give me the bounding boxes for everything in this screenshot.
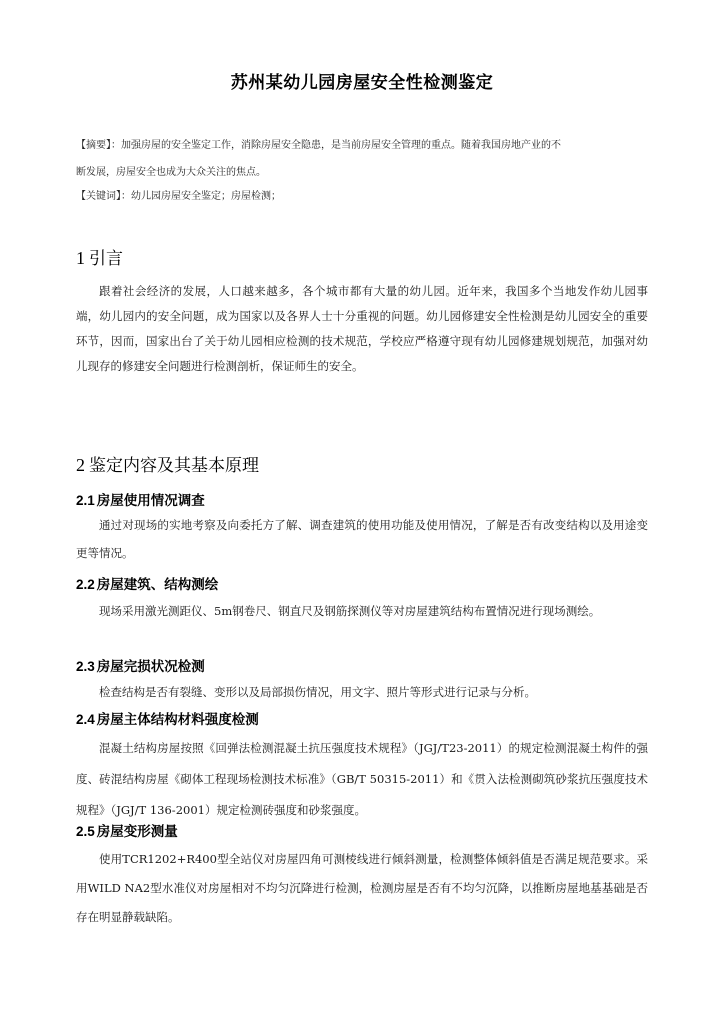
subsection-2-4-paragraph: 混凝土结构房屋按照《回弹法检测混凝土抗压强度技术规程》（JGJ/T23-2011）的规定检测混凝土构件的强度、砖混结构房屋《砌体工程现场检测技术标准》（GB/T 50315-2011）和《贯入法检测砌筑砂浆抗压强度技术规程》（JGJ/T 136-2001）规定检测砖强度和砂浆强度。 bbox=[76, 741, 648, 817]
abstract bbox=[76, 132, 648, 186]
subsection-2-2-paragraph: 现场采用激光测距仪、5m钢卷尺、钢直尺及钢筋探测仪等对房屋建筑结构布置情况进行现场测绘。 bbox=[99, 604, 601, 618]
keywords: 【关键词】：幼儿园房屋安全鉴定；房屋检测； bbox=[76, 191, 281, 202]
subsection-2-2-heading bbox=[76, 573, 218, 593]
subsection-2-2-number: 2.2 bbox=[76, 577, 95, 592]
section-2-title: 鉴定内容及其基本原理 bbox=[89, 456, 259, 476]
subsection-2-5-paragraph: 使用TCR1202+R400型全站仪对房屋四角可测棱线进行倾斜测量，检测整体倾斜值是否满足规范要求。采用WILD NA2型水准仪对房屋相对不均匀沉降进行检测，检测房屋是否有不均匀沉降，以推断房屋地基基础是否存在明显静载缺陷。 bbox=[76, 852, 648, 924]
abstract-line-1: 【摘要】：加强房屋的安全鉴定工作，消除房屋安全隐患，是当前房屋安全管理的重点。随着我国房地产业的不 bbox=[76, 140, 561, 151]
subsection-2-2-title: 房屋建筑、结构测绘 bbox=[96, 577, 219, 593]
subsection-2-4-heading bbox=[76, 708, 259, 728]
section-1-title: 引言 bbox=[89, 249, 123, 269]
section-1-number: 1 bbox=[76, 248, 85, 268]
section-2-number: 2 bbox=[76, 455, 85, 475]
subsection-2-1-title: 房屋使用情况调查 bbox=[96, 493, 205, 509]
subsection-2-5-heading bbox=[76, 820, 178, 840]
section-2-heading bbox=[76, 451, 259, 476]
subsection-2-4-title: 房屋主体结构材料强度检测 bbox=[96, 712, 259, 728]
subsection-2-1-heading bbox=[76, 489, 205, 509]
subsection-2-5-number: 2.5 bbox=[76, 824, 95, 839]
subsection-2-4-number: 2.4 bbox=[76, 712, 95, 727]
subsection-2-3-paragraph: 检查结构是否有裂缝、变形以及局部损伤情况，用文字、照片等形式进行记录与分析。 bbox=[99, 685, 536, 699]
subsection-2-3-number: 2.3 bbox=[76, 659, 95, 674]
subsection-2-5-title: 房屋变形测量 bbox=[96, 824, 178, 840]
abstract-line-2: 断发展，房屋安全也成为大众关注的焦点。 bbox=[76, 167, 266, 178]
subsection-2-1-number: 2.1 bbox=[76, 493, 95, 508]
section-1-heading bbox=[76, 244, 123, 269]
subsection-2-3-title: 房屋完损状况检测 bbox=[96, 659, 205, 675]
document-title: 苏州某幼儿园房屋安全性检测鉴定 bbox=[230, 73, 494, 93]
subsection-2-3-heading bbox=[76, 655, 205, 675]
section-1-paragraph: 跟着社会经济的发展，人口越来越多，各个城市都有大量的幼儿园。近年来，我国多个当地发作幼儿园事端，幼儿园内的安全问题，成为国家以及各界人士十分重视的问题。幼儿园修建安全性检测是幼儿园安全的重要环节，因而，国家出台了关于幼儿园相应检测的技术规范，学校应严格遵守现有幼儿园修建规划规范，加强对幼儿现存的修建安全问题进行检测剖析，保证师生的安全。 bbox=[76, 284, 648, 373]
subsection-2-1-paragraph: 通过对现场的实地考察及向委托方了解、调查建筑的使用功能及使用情况，了解是否有改变结构以及用途变更等情况。 bbox=[76, 518, 648, 560]
